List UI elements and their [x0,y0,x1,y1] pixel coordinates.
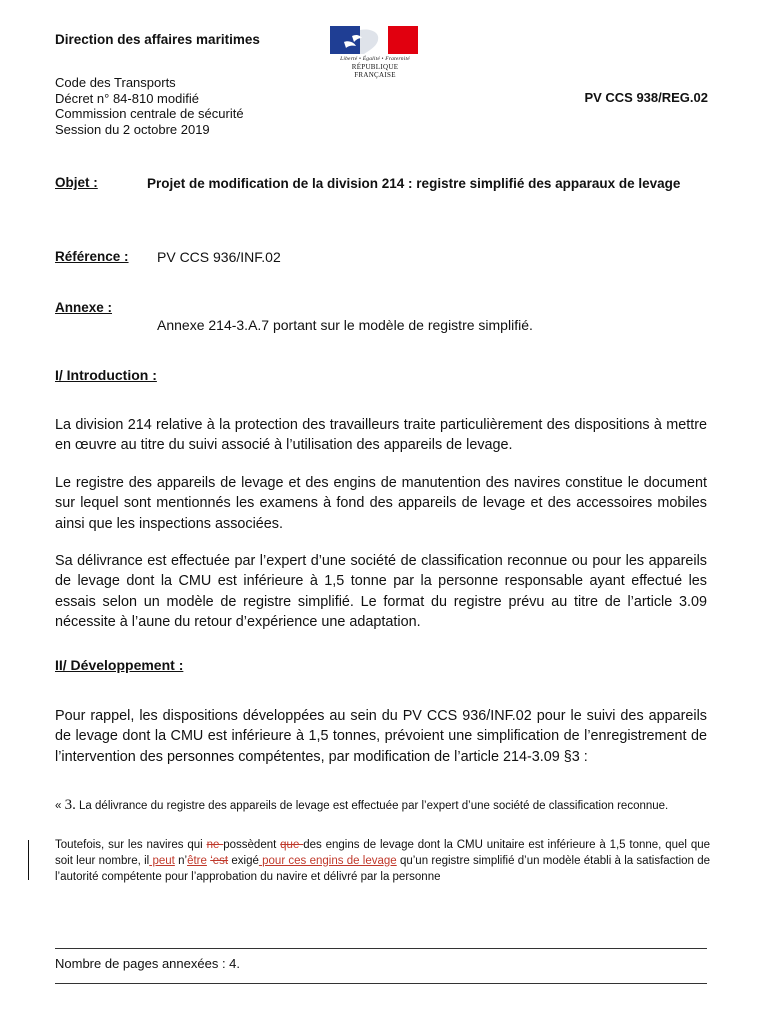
quote-open: « [55,800,65,812]
republic-logo [330,26,420,79]
meta-line: Décret n° 84-810 modifié [55,90,199,106]
change-bar [28,840,29,880]
meta-line: Code des Transports [55,75,176,90]
reference-label: Référence : [55,249,129,264]
section-title-introduction: I/ Introduction : [55,367,157,383]
inserted-text: peut [149,854,175,867]
amend-text: exigé [228,854,259,867]
footer-divider [55,948,707,949]
amend-text: possèdent [223,839,281,851]
paragraph: Le registre des appareils de levage et des engins de manutention des navires constitue le document sur lequel sont mentionnés les examens à fond des appareils de levage et des accessoires mobiles ainsi que les inspections associées. [55,475,707,532]
amend-text: des engins de levage dont la CMU unitaire est inférieure à 1,5 tonne, quel que soit leur nombre, il [55,839,711,867]
organization-name: Direction des affaires maritimes [55,32,260,47]
amended-paragraph [55,838,710,885]
inserted-text: pour ces engins de levage [258,854,397,867]
amend-text: Toutefois, sur les navires qui [55,839,207,851]
annexe-label: Annexe : [55,300,113,315]
deleted-text: ‘est [210,854,229,867]
document-reference-code: PV CCS 938/REG.02 [584,90,708,105]
quote-text: La délivrance du registre des appareils de levage est effectuée par l’expert d’une société de classification reconnue. [75,800,669,812]
quoted-article [55,798,710,815]
document-meta [55,75,244,137]
logo-republic-text: RÉPUBLIQUE FRANÇAISE [351,63,399,79]
meta-line: Session du 2 octobre 2019 [55,121,210,137]
paragraph: Sa délivrance est effectuée par l’expert d’une société de classification reconnue ou pour les appareils de levage dont la CMU est inférieure à 1,5 tonne par la personne responsable ayant effectué les essais selon un modèle de registre simplifié. Le format du registre prévu au titre de l’article 3.09 nécessite à l’aune du retour d’expérience une adaptation. [55,553,707,630]
inserted-text: être [187,854,207,867]
amend-text: n’ [174,854,188,867]
annexe-text: Annexe 214-3.A.7 portant sur le modèle de registre simplifié. [157,317,533,333]
amend-text: qu’un registre simplifié d’un modèle établi à la satisfaction de l’autorité compétente pour l’approbation du navire et délivré par la personne [55,854,711,883]
footer-divider [55,983,707,984]
objet-text: Projet de modification de la division 214 : registre simplifié des apparaux de levage [147,176,681,191]
logo-motto: Liberté • Égalité • Fraternité [340,56,410,62]
quote-number: 3. [64,797,76,813]
deleted-text: ne [206,839,224,851]
paragraph: La division 214 relative à la protection des travailleurs traite particulièrement des dispositions à mettre en œuvre au titre du suivi associé à l’utilisation des appareils de levage. [55,417,707,454]
paragraph: Pour rappel, les dispositions développées au sein du PV CCS 936/INF.02 pour le suivi des appareils de levage dont la CMU est inférieure à 1,5 tonnes, prévoient une simplification de l’enregistrement de l’intervention des personnes compétentes, par modification de l’article 214-3.09 §3 : [55,708,707,765]
marianne-flag-icon [330,26,418,54]
section-title-developpement: II/ Développement : [55,657,184,673]
reference-text: PV CCS 936/INF.02 [157,249,281,265]
deleted-text: que [280,839,304,851]
objet-label: Objet : [55,175,98,190]
meta-line: Commission centrale de sécurité [55,106,244,121]
annex-page-count: Nombre de pages annexées : 4. [55,956,241,971]
